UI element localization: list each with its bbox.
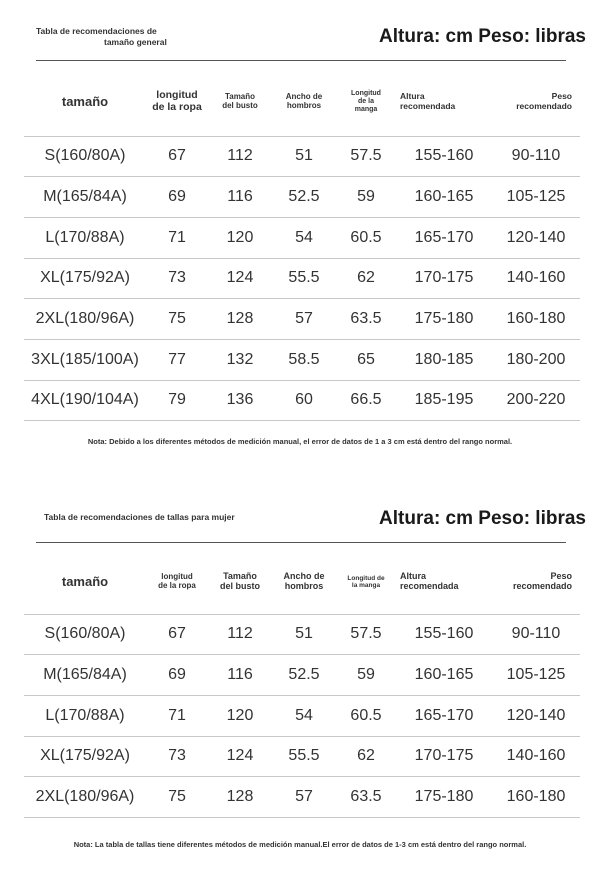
value-cell: 105-125 bbox=[492, 177, 580, 218]
header-cell bbox=[336, 68, 396, 136]
value-cell: 51 bbox=[272, 136, 336, 177]
value-cell: 71 bbox=[146, 695, 208, 736]
header-line: Longitud bbox=[351, 90, 381, 98]
size-cell: L(170/88A) bbox=[24, 695, 146, 736]
value-cell: 63.5 bbox=[336, 299, 396, 340]
size-cell: 2XL(180/96A) bbox=[24, 777, 146, 818]
value-cell: 105-125 bbox=[492, 655, 580, 696]
value-cell: 124 bbox=[208, 258, 272, 299]
value-cell: 75 bbox=[146, 299, 208, 340]
size-cell: M(165/84A) bbox=[24, 655, 146, 696]
chart-title-line: Tabla de recomendaciones de tallas para mujer bbox=[44, 512, 235, 522]
value-cell: 175-180 bbox=[396, 777, 492, 818]
value-cell: 62 bbox=[336, 736, 396, 777]
value-cell: 60 bbox=[272, 380, 336, 421]
value-cell: 69 bbox=[146, 177, 208, 218]
value-cell: 60.5 bbox=[336, 217, 396, 258]
header-line: recomendado bbox=[512, 580, 572, 591]
value-cell: 66.5 bbox=[336, 380, 396, 421]
header-line: Tamaño bbox=[224, 91, 256, 101]
value-cell: 128 bbox=[208, 777, 272, 818]
size-cell: 2XL(180/96A) bbox=[24, 299, 146, 340]
header-line: Tamaño bbox=[223, 570, 257, 581]
header-line: Longitud de bbox=[347, 574, 385, 582]
value-cell: 160-180 bbox=[492, 777, 580, 818]
value-cell: 140-160 bbox=[492, 736, 580, 777]
size-cell: M(165/84A) bbox=[24, 177, 146, 218]
value-cell: 73 bbox=[146, 258, 208, 299]
header-line: hombros bbox=[286, 100, 322, 110]
value-cell: 55.5 bbox=[272, 258, 336, 299]
header-line: hombros bbox=[284, 580, 324, 591]
table-row bbox=[24, 380, 580, 421]
value-cell: 165-170 bbox=[396, 217, 492, 258]
value-cell: 175-180 bbox=[396, 299, 492, 340]
header-line: Peso bbox=[550, 570, 572, 581]
value-cell: 155-160 bbox=[396, 136, 492, 177]
value-cell: 57.5 bbox=[336, 136, 396, 177]
table-row bbox=[24, 299, 580, 340]
value-cell: 59 bbox=[336, 177, 396, 218]
header-line: Altura bbox=[400, 91, 425, 102]
value-cell: 180-200 bbox=[492, 339, 580, 380]
value-cell: 180-185 bbox=[396, 339, 492, 380]
header-line: de la ropa bbox=[158, 580, 196, 590]
header-line: longitud bbox=[161, 571, 193, 581]
header-cell: tamaño bbox=[61, 93, 109, 109]
table-row bbox=[24, 695, 580, 736]
header-cell bbox=[272, 550, 336, 614]
value-cell: 155-160 bbox=[396, 614, 492, 655]
value-cell: 69 bbox=[146, 655, 208, 696]
header-line: de la bbox=[358, 97, 374, 105]
value-cell: 75 bbox=[146, 777, 208, 818]
value-cell: 90-110 bbox=[492, 136, 580, 177]
header-cell bbox=[272, 68, 336, 136]
value-cell: 57.5 bbox=[336, 614, 396, 655]
table-row bbox=[24, 217, 580, 258]
size-cell: S(160/80A) bbox=[24, 614, 146, 655]
header-line: longitud bbox=[156, 89, 198, 102]
value-cell: 51 bbox=[272, 614, 336, 655]
value-cell: 90-110 bbox=[492, 614, 580, 655]
header-cell bbox=[396, 68, 492, 136]
header-line: del busto bbox=[220, 580, 260, 591]
value-cell: 79 bbox=[146, 380, 208, 421]
header-line: Altura bbox=[400, 570, 427, 581]
value-cell: 77 bbox=[146, 339, 208, 380]
divider bbox=[36, 60, 566, 61]
value-cell: 57 bbox=[272, 777, 336, 818]
header-line: Ancho de bbox=[283, 570, 325, 581]
header-cell bbox=[396, 550, 492, 614]
size-table bbox=[24, 550, 580, 818]
value-cell: 160-165 bbox=[396, 655, 492, 696]
value-cell: 170-175 bbox=[396, 258, 492, 299]
value-cell: 55.5 bbox=[272, 736, 336, 777]
value-cell: 170-175 bbox=[396, 736, 492, 777]
units-heading: Altura: cm Peso: libras bbox=[379, 26, 586, 47]
value-cell: 140-160 bbox=[492, 258, 580, 299]
value-cell: 185-195 bbox=[396, 380, 492, 421]
header-line: manga bbox=[354, 105, 378, 113]
chart-title-line: Tabla de recomendaciones de bbox=[36, 26, 157, 36]
size-table bbox=[24, 68, 580, 421]
header-row bbox=[24, 550, 580, 614]
table-row bbox=[24, 258, 580, 299]
header-line: Ancho de bbox=[285, 91, 323, 101]
chart-title bbox=[36, 26, 167, 47]
header-line: Peso bbox=[551, 91, 572, 102]
size-cell: XL(175/92A) bbox=[24, 736, 146, 777]
value-cell: 128 bbox=[208, 299, 272, 340]
value-cell: 116 bbox=[208, 177, 272, 218]
value-cell: 65 bbox=[336, 339, 396, 380]
table-row bbox=[24, 736, 580, 777]
note-text: Nota: Debido a los diferentes métodos de medición manual, el error de datos de 1 a 3 cm está dentro del rango normal. bbox=[87, 437, 513, 446]
size-cell: S(160/80A) bbox=[24, 136, 146, 177]
value-cell: 120-140 bbox=[492, 217, 580, 258]
value-cell: 136 bbox=[208, 380, 272, 421]
chart-title bbox=[44, 512, 235, 523]
header-line: recomendada bbox=[400, 580, 459, 591]
value-cell: 73 bbox=[146, 736, 208, 777]
table-row bbox=[24, 777, 580, 818]
value-cell: 120-140 bbox=[492, 695, 580, 736]
header-cell: tamaño bbox=[61, 573, 109, 589]
header-cell bbox=[208, 68, 272, 136]
value-cell: 165-170 bbox=[396, 695, 492, 736]
value-cell: 132 bbox=[208, 339, 272, 380]
value-cell: 52.5 bbox=[272, 177, 336, 218]
table-row bbox=[24, 136, 580, 177]
value-cell: 124 bbox=[208, 736, 272, 777]
header-cell bbox=[146, 550, 208, 614]
header-cell bbox=[146, 68, 208, 136]
header-line: recomendado bbox=[516, 100, 572, 111]
value-cell: 112 bbox=[208, 614, 272, 655]
value-cell: 200-220 bbox=[492, 380, 580, 421]
value-cell: 71 bbox=[146, 217, 208, 258]
header-line: del busto bbox=[222, 100, 258, 110]
value-cell: 120 bbox=[208, 217, 272, 258]
header-line: la manga bbox=[351, 581, 381, 589]
table-row bbox=[24, 177, 580, 218]
value-cell: 54 bbox=[272, 217, 336, 258]
value-cell: 67 bbox=[146, 614, 208, 655]
value-cell: 160-180 bbox=[492, 299, 580, 340]
value-cell: 63.5 bbox=[336, 777, 396, 818]
header-cell bbox=[492, 550, 580, 614]
note-text: Nota: La tabla de tallas tiene diferentes métodos de medición manual.El error de datos de 1-3 cm está dentro del rango normal. bbox=[73, 840, 527, 849]
table-row bbox=[24, 614, 580, 655]
value-cell: 120 bbox=[208, 695, 272, 736]
value-cell: 67 bbox=[146, 136, 208, 177]
divider bbox=[36, 542, 566, 543]
size-cell: L(170/88A) bbox=[24, 217, 146, 258]
units-heading: Altura: cm Peso: libras bbox=[379, 508, 586, 529]
table-row bbox=[24, 655, 580, 696]
value-cell: 57 bbox=[272, 299, 336, 340]
header-row bbox=[24, 68, 580, 136]
table-row bbox=[24, 339, 580, 380]
value-cell: 160-165 bbox=[396, 177, 492, 218]
header-line: recomendada bbox=[400, 100, 456, 111]
value-cell: 59 bbox=[336, 655, 396, 696]
size-cell: XL(175/92A) bbox=[24, 258, 146, 299]
value-cell: 58.5 bbox=[272, 339, 336, 380]
chart-title-line: tamaño general bbox=[104, 36, 167, 47]
header-line: de la ropa bbox=[152, 100, 202, 113]
header-cell bbox=[336, 550, 396, 614]
size-cell: 4XL(190/104A) bbox=[24, 380, 146, 421]
value-cell: 116 bbox=[208, 655, 272, 696]
value-cell: 52.5 bbox=[272, 655, 336, 696]
size-cell: 3XL(185/100A) bbox=[24, 339, 146, 380]
value-cell: 62 bbox=[336, 258, 396, 299]
header-cell bbox=[492, 68, 580, 136]
value-cell: 54 bbox=[272, 695, 336, 736]
header-cell bbox=[208, 550, 272, 614]
value-cell: 60.5 bbox=[336, 695, 396, 736]
value-cell: 112 bbox=[208, 136, 272, 177]
